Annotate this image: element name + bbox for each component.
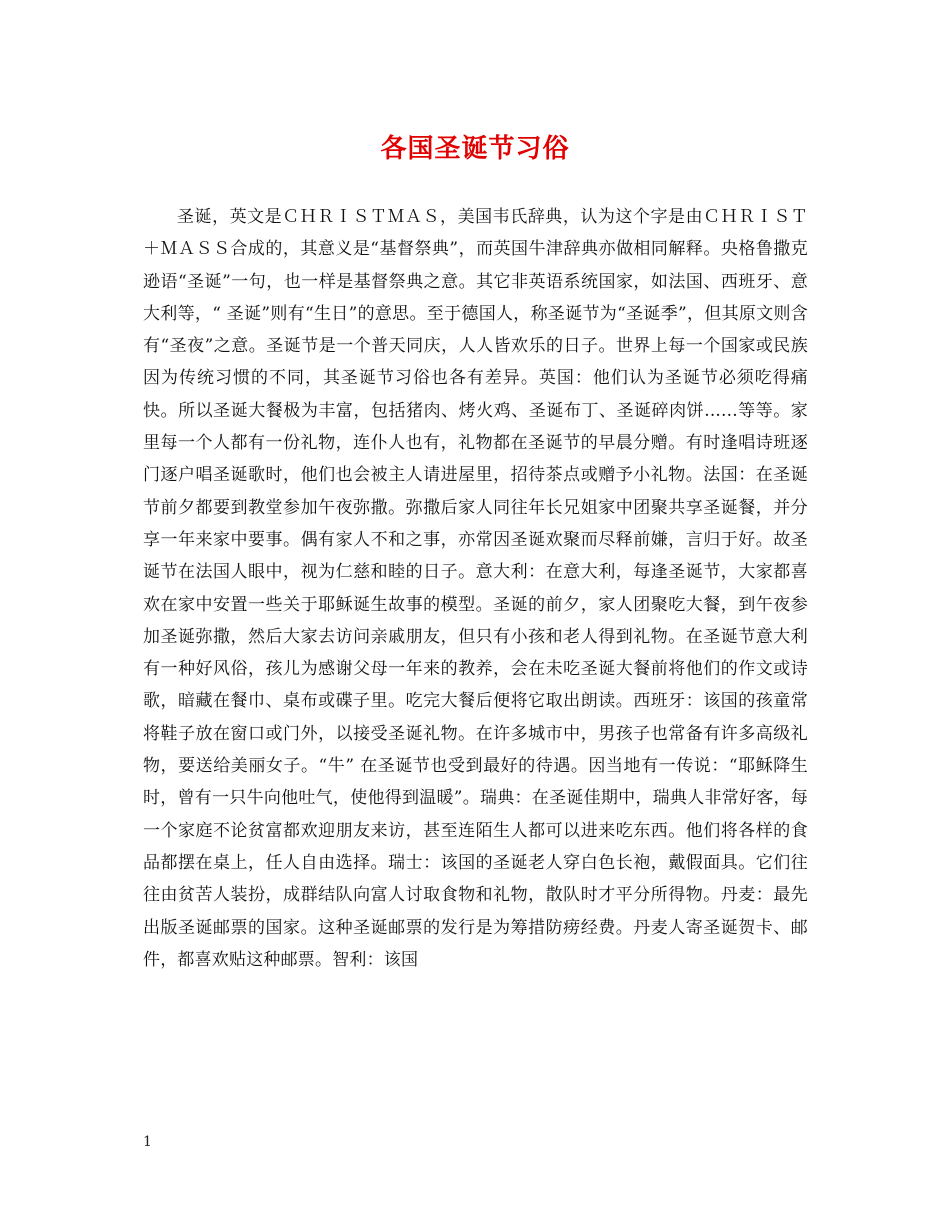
page-title: 各国圣诞节习俗 [380,134,570,164]
body-paragraph: 圣诞，英文是ＣＨＲＩＳＴＭＡＳ，美国韦氏辞典，认为这个字是由ＣＨＲＩＳＴ＋ＭＡＳＳ合成的，其意义是“基督祭典”，而英国牛津辞典亦做相同解释。央格鲁撒克逊语“圣诞”一句，也一样是基督祭典之意。其它非英语系统国家，如法国、西班牙、意大利等，“ 圣诞”则有“生日”的意思。至于德国人，称圣诞节为“圣诞季”，但其原文则含有“圣夜”之意。圣诞节是一个普天同庆，人人皆欢乐的日子。世界上每一个国家或民族因为传统习惯的不同，其圣诞节习俗也各有差异。英国：他们认为圣诞节必须吃得痛快。所以圣诞大餐极为丰富，包括猪肉、烤火鸡、圣诞布丁、圣诞碎肉饼......等等。家里每一个人都有一份礼物，连仆人也有，礼物都在圣诞节的早晨分赠。有时逢唱诗班逐门逐户唱圣诞歌时，他们也会被主人请进屋里，招待茶点或赠予小礼物。法国：在圣诞节前夕都要到教堂参加午夜弥撒。弥撒后家人同往年长兄姐家中团聚共享圣诞餐，并分享一年来家中要事。偶有家人不和之事，亦常因圣诞欢聚而尽释前嫌，言归于好。故圣诞节在法国人眼中，视为仁慈和睦的日子。意大利：在意大利，每逢圣诞节，大家都喜欢在家中安置一些关于耶稣诞生故事的模型。圣诞的前夕，家人团聚吃大餐，到午夜参加圣诞弥撒，然后大家去访问亲戚朋友，但只有小孩和老人得到礼物。在圣诞节意大利有一种好风俗，孩儿为感谢父母一年来的教养，会在未吃圣诞大餐前将他们的作文或诗歌，暗藏在餐巾、桌布或碟子里。吃完大餐后便将它取出朗读。西班牙：该国的孩童常将鞋子放在窗口或门外，以接受圣诞礼物。在许多城市中，男孩子也常备有许多高级礼物，要送给美丽女子。“牛” 在圣诞节也受到最好的待遇。因当地有一传说：“耶稣降生时，曾有一只牛向他吐气，使他得到温暖”。瑞典：在圣诞佳期中，瑞典人非常好客，每一个家庭不论贫富都欢迎朋友来访，甚至连陌生人都可以进来吃东西。他们将各样的食品都摆在桌上，任人自由选择。瑞士：该国的圣诞老人穿白色长袍，戴假面具。它们往往由贫苦人装扮，成群结队向富人讨取食物和礼物，散队时才平分所得物。丹麦：最先出版圣诞邮票的国家。这种圣诞邮票的发行是为筹措防痨经费。丹麦人寄圣诞贺卡、邮件，都喜欢贴这种邮票。智利：该国 [143,207,808,970]
page-number: 1 [143,1134,152,1150]
